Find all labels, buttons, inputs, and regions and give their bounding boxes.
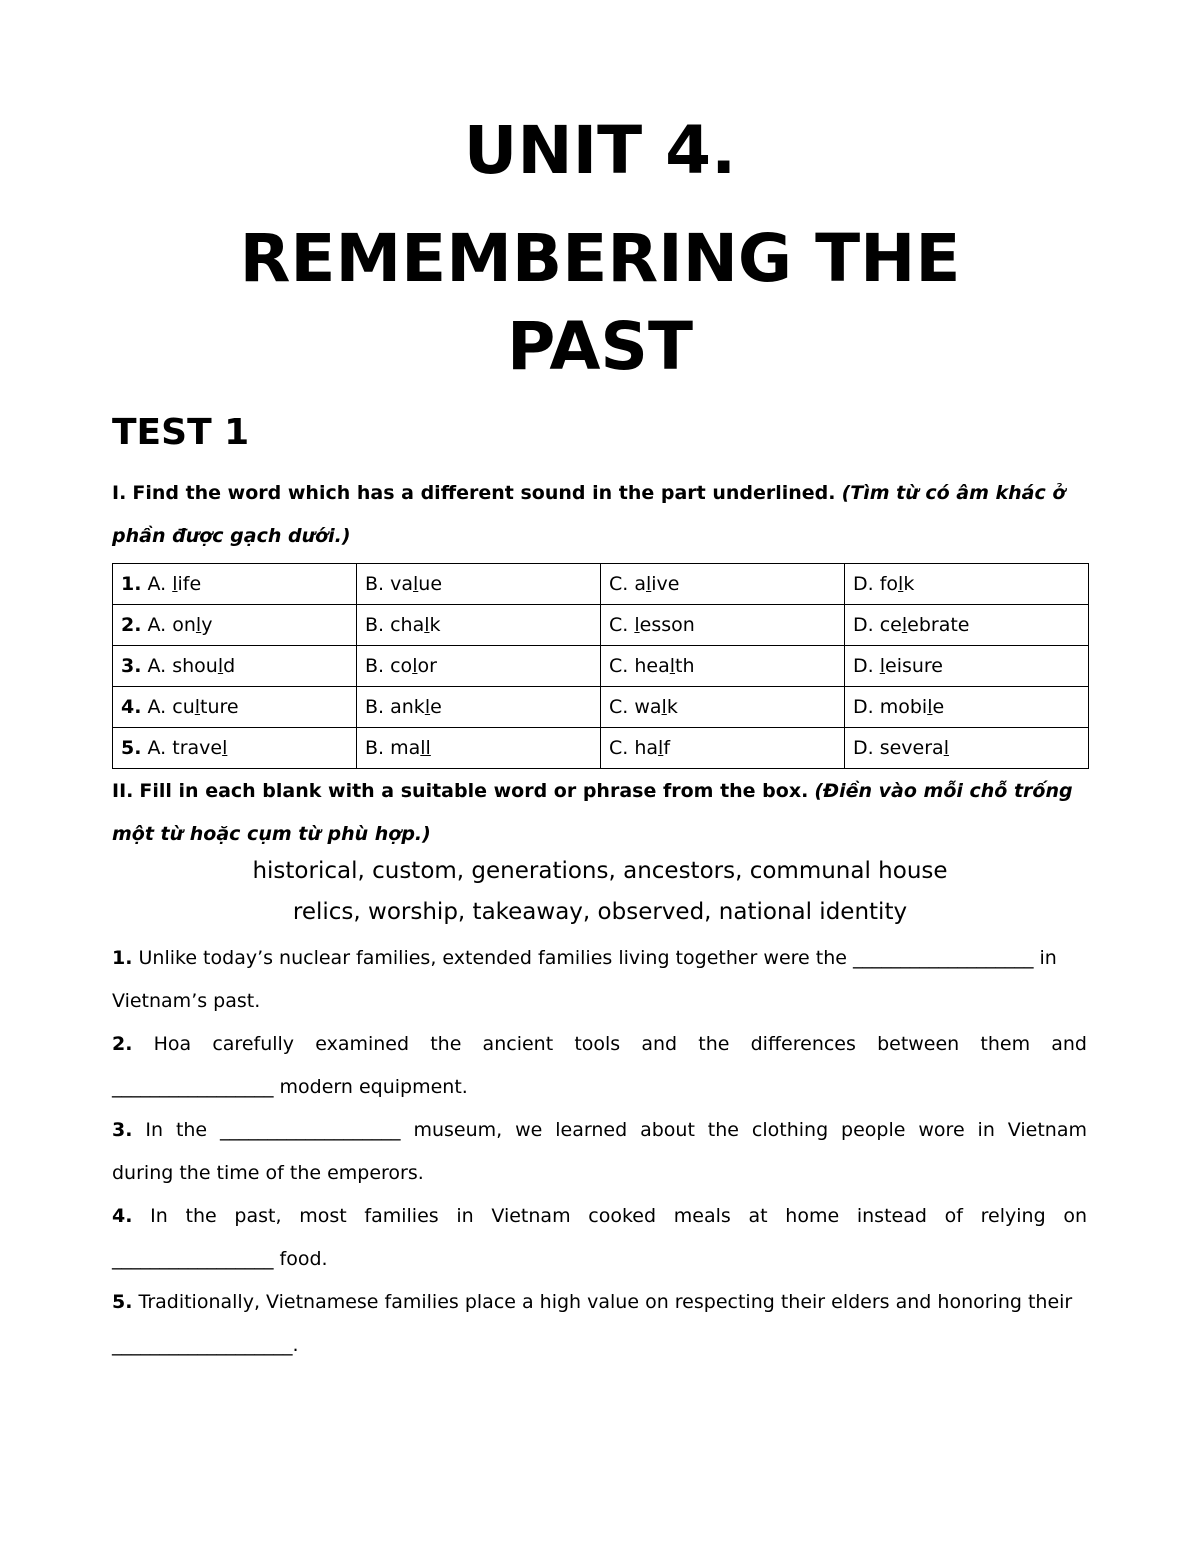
unit-subtitle-line1: REMEMBERING THE xyxy=(239,220,961,297)
table-row xyxy=(113,605,1089,646)
word-prefix: D. ce xyxy=(853,614,902,636)
word-suffix: f xyxy=(663,737,671,759)
word-option xyxy=(601,564,845,605)
question-text: In the past, most families in Vietnam cooked meals at home instead of relying on xyxy=(150,1205,1087,1227)
word-prefix: C. a xyxy=(609,573,646,595)
row-number: 1. xyxy=(121,573,142,595)
question-text: In the ___________________ museum, we learned about the clothing people wore in Vietnam xyxy=(145,1119,1087,1141)
word-suffix: ive xyxy=(651,573,680,595)
word-prefix: B. va xyxy=(365,573,414,595)
question-2-line1 xyxy=(112,1023,1087,1066)
word-option xyxy=(357,728,601,769)
word-suffix: e xyxy=(932,696,945,718)
word-prefix: B. cha xyxy=(365,614,425,636)
word-option xyxy=(845,605,1089,646)
word-option xyxy=(113,687,357,728)
word-prefix: B. ma xyxy=(365,737,421,759)
underlined-letters: l xyxy=(217,655,224,677)
section1-instruction xyxy=(112,472,1087,558)
section2-instruction-text: Fill in each blank with a suitable word or phrase from the box. xyxy=(139,780,809,802)
underlined-letters: l xyxy=(927,696,933,718)
underlined-letters: l xyxy=(898,573,904,595)
word-suffix: k xyxy=(666,696,678,718)
word-prefix: A. cu xyxy=(147,696,195,718)
word-suffix: k xyxy=(429,614,441,636)
word-suffix: y xyxy=(201,614,213,636)
question-text: Hoa carefully examined the ancient tools and the differences between them and xyxy=(153,1033,1087,1055)
underlined-letters: l xyxy=(646,573,652,595)
word-option xyxy=(845,728,1089,769)
word-prefix: C. xyxy=(609,614,635,636)
underlined-letters: l xyxy=(658,737,664,759)
word-prefix: C. hea xyxy=(609,655,670,677)
word-prefix: A. on xyxy=(147,614,196,636)
row-number: 5. xyxy=(121,737,142,759)
word-option xyxy=(357,605,601,646)
word-option xyxy=(113,646,357,687)
question-number: 4. xyxy=(112,1205,133,1227)
word-option xyxy=(845,687,1089,728)
word-suffix: ture xyxy=(200,696,239,718)
section1-translation: (Tìm từ có âm khác ở phần được gạch dưới.) xyxy=(112,482,1066,547)
section1-instruction-text: Find the word which has a different sound in the part underlined. xyxy=(132,482,836,504)
underlined-letters: l xyxy=(195,614,202,636)
question-text: Traditionally, Vietnamese families place a high value on respecting their elders and honoring their xyxy=(138,1291,1073,1313)
word-option xyxy=(357,687,601,728)
underlined-letters: l xyxy=(634,614,640,636)
word-option xyxy=(601,646,845,687)
underlined-letters: l xyxy=(901,614,908,636)
word-option xyxy=(601,728,845,769)
word-prefix: D. severa xyxy=(853,737,944,759)
question-number: 2. xyxy=(112,1033,133,1055)
word-prefix: A. xyxy=(147,573,173,595)
question-1-line2: Vietnam’s past. xyxy=(112,990,261,1012)
word-prefix: B. ank xyxy=(365,696,425,718)
row-number: 4. xyxy=(121,696,142,718)
table-row xyxy=(113,728,1089,769)
word-option xyxy=(357,564,601,605)
unit-title: UNIT 4. xyxy=(463,112,737,189)
underlined-letters: l xyxy=(943,737,949,759)
underlined-letters: l xyxy=(879,655,885,677)
question-4-line1 xyxy=(112,1195,1087,1238)
word-prefix: D. fo xyxy=(853,573,899,595)
underlined-letters: l xyxy=(222,737,228,759)
word-suffix: or xyxy=(417,655,437,677)
table-row xyxy=(113,687,1089,728)
word-prefix: A. trave xyxy=(147,737,223,759)
word-prefix: D. xyxy=(853,655,880,677)
question-1-line1 xyxy=(112,937,1087,980)
word-option xyxy=(845,564,1089,605)
word-option xyxy=(113,564,357,605)
word-prefix: D. mobi xyxy=(853,696,928,718)
word-prefix: B. co xyxy=(365,655,413,677)
word-suffix: esson xyxy=(639,614,695,636)
word-suffix: th xyxy=(675,655,695,677)
underlined-letters: l xyxy=(424,614,430,636)
question-4-line2: _________________ food. xyxy=(112,1248,328,1270)
underlined-letters: l xyxy=(194,696,201,718)
question-number: 1. xyxy=(112,947,133,969)
question-text: Unlike today’s nuclear families, extended families living together were the ___________________ in xyxy=(138,947,1057,969)
question-3-line1 xyxy=(112,1109,1087,1152)
test-label: TEST 1 xyxy=(112,412,250,453)
word-option xyxy=(601,687,845,728)
underlined-letters: l xyxy=(172,573,178,595)
pronunciation-table xyxy=(112,563,1089,769)
section2-translation: (Điền vào mỗi chỗ trống một từ hoặc cụm từ phù hợp.) xyxy=(112,780,1073,845)
table-row xyxy=(113,564,1089,605)
word-option xyxy=(357,646,601,687)
word-suffix: e xyxy=(430,696,442,718)
word-suffix: ebrate xyxy=(907,614,970,636)
underlined-letters: ll xyxy=(420,737,431,759)
word-prefix: A. shou xyxy=(147,655,218,677)
underlined-letters: l xyxy=(413,573,419,595)
question-5-line1 xyxy=(112,1281,1087,1324)
word-prefix: C. wa xyxy=(609,696,662,718)
underlined-letters: l xyxy=(661,696,667,718)
word-suffix: eisure xyxy=(885,655,943,677)
unit-subtitle-line2: PAST xyxy=(507,308,693,385)
word-suffix: ue xyxy=(418,573,443,595)
word-suffix: k xyxy=(903,573,915,595)
word-option xyxy=(601,605,845,646)
underlined-letters: l xyxy=(669,655,676,677)
word-box-line2: relics, worship, takeaway, observed, national identity xyxy=(292,899,908,925)
word-option xyxy=(113,728,357,769)
word-suffix: d xyxy=(223,655,236,677)
section2-number: II. xyxy=(112,780,134,802)
underlined-letters: l xyxy=(424,696,431,718)
underlined-letters: l xyxy=(412,655,418,677)
question-2-line2: _________________ modern equipment. xyxy=(112,1076,468,1098)
word-box-line1: historical, custom, generations, ancestors, communal house xyxy=(252,858,948,884)
word-suffix: ife xyxy=(177,573,202,595)
question-number: 5. xyxy=(112,1291,133,1313)
section1-number: I. xyxy=(112,482,127,504)
row-number: 2. xyxy=(121,614,142,636)
question-number: 3. xyxy=(112,1119,133,1141)
table-row xyxy=(113,646,1089,687)
row-number: 3. xyxy=(121,655,142,677)
section2-instruction xyxy=(112,770,1087,856)
word-prefix: C. ha xyxy=(609,737,659,759)
question-5-line2: ___________________. xyxy=(112,1334,299,1356)
question-3-line2: during the time of the emperors. xyxy=(112,1162,424,1184)
word-option xyxy=(113,605,357,646)
word-option xyxy=(845,646,1089,687)
